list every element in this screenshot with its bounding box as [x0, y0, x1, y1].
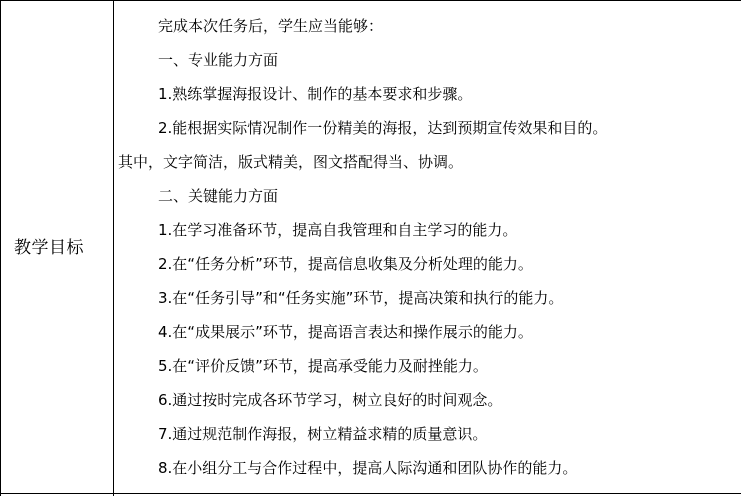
objective-item: 1.熟练掌握海报设计、制作的基本要求和步骤。	[158, 85, 473, 103]
table-bottom-border	[0, 493, 741, 494]
objective-item: 2.能根据实际情况制作一份精美的海报，达到预期宣传效果和目的。	[158, 119, 608, 137]
table-top-border	[0, 0, 741, 1]
objective-item: 7.通过规范制作海报，树立精益求精的质量意识。	[158, 425, 488, 443]
objective-item: 6.通过按时完成各环节学习，树立良好的时间观念。	[158, 391, 503, 409]
objective-item-continuation: 其中，文字简洁，版式精美，图文搭配得当、协调。	[118, 153, 464, 171]
objective-item: 3.在“任务引导”和“任务实施”环节，提高决策和执行的能力。	[158, 289, 564, 307]
objective-item: 2.在“任务分析”环节，提高信息收集及分析处理的能力。	[158, 255, 533, 273]
table-left-border	[0, 0, 1, 496]
divider-tick	[113, 488, 114, 496]
section-heading-professional: 一、专业能力方面	[158, 51, 279, 69]
objective-item: 5.在“评价反馈”环节，提高承受能力及耐挫能力。	[158, 357, 488, 375]
objective-item: 4.在“成果展示”环节，提高语言表达和操作展示的能力。	[158, 323, 533, 341]
objectives-content	[118, 9, 738, 485]
column-divider	[113, 0, 114, 496]
objective-item: 1.在学习准备环节，提高自我管理和自主学习的能力。	[158, 221, 518, 239]
section-heading-key: 二、关键能力方面	[158, 187, 279, 205]
intro-line: 完成本次任务后，学生应当能够：	[158, 17, 384, 35]
objective-item: 8.在小组分工与合作过程中，提高人际沟通和团队协作的能力。	[158, 459, 578, 477]
row-label: 教学目标	[14, 238, 84, 258]
